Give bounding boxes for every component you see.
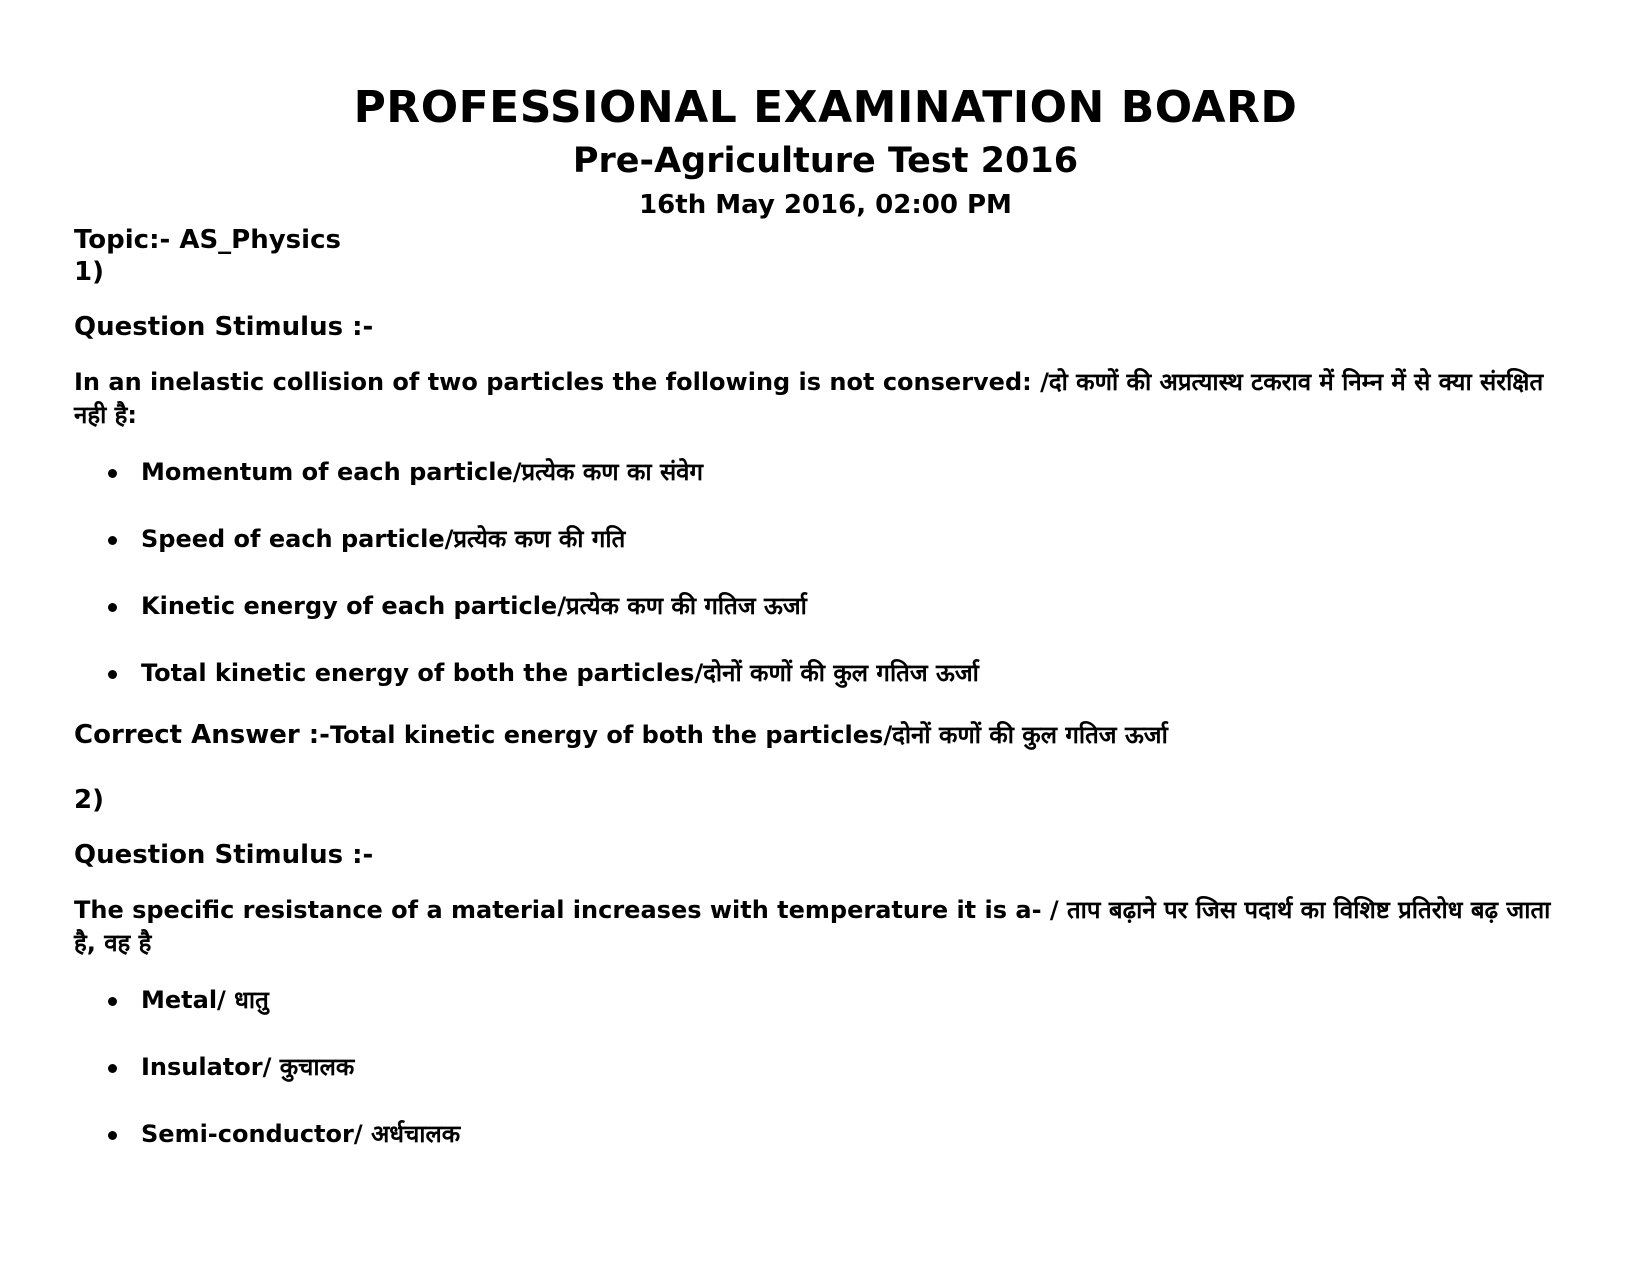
test-datetime: 16th May 2016, 02:00 PM (639, 190, 1012, 220)
option-item (74, 1051, 1574, 1084)
test-name: Pre-Agriculture Test 2016 (572, 141, 1079, 181)
question-2 (74, 784, 1574, 1151)
option-text: Total kinetic energy of both the particles/दोनों कणों की कुल गतिज ऊर्जा (141, 659, 979, 687)
topic-label: Topic:- AS_Physics (74, 225, 341, 255)
option-item (74, 590, 1574, 623)
option-item (74, 657, 1574, 690)
bullet-icon (108, 997, 117, 1006)
option-text: Semi-conductor/ अर्धचालक (141, 1120, 461, 1148)
stimulus-label: Question Stimulus :- (74, 312, 374, 342)
option-text: Momentum of each particle/प्रत्येक कण का संवेग (141, 458, 704, 486)
bullet-icon (108, 670, 117, 679)
bullet-icon (108, 469, 117, 478)
option-text: Kinetic energy of each particle/प्रत्येक कण की गतिज ऊर्जा (141, 592, 807, 620)
answer-text: Total kinetic energy of both the particles/दोनों कणों की कुल गतिज ऊर्जा (329, 721, 1168, 749)
question-number: 2) (74, 785, 104, 815)
stimulus-text: In an inelastic collision of two particles the following is not conserved: /दो कणों की अप्रत्यास्थ टकराव में निम्न में से क्या संरक्षित नही है: (74, 368, 1544, 429)
question-content (74, 224, 1574, 1185)
option-text: Speed of each particle/प्रत्येक कण की गति (141, 525, 626, 553)
option-list (74, 984, 1574, 1151)
option-list (74, 456, 1574, 690)
bullet-icon (108, 1064, 117, 1073)
bullet-icon (108, 603, 117, 612)
stimulus-label: Question Stimulus :- (74, 840, 374, 870)
bullet-icon (108, 1131, 117, 1140)
board-title: PROFESSIONAL EXAMINATION BOARD (353, 82, 1298, 133)
stimulus-text: The specific resistance of a material increases with temperature it is a- / ताप बढ़ाने पर जिस पदार्थ का विशिष्ट प्रतिरोध बढ़ जाता है, वह है (74, 896, 1551, 957)
bullet-icon (108, 536, 117, 545)
answer-label: Correct Answer :- (74, 720, 330, 750)
question-number: 1) (74, 257, 104, 287)
option-item (74, 1118, 1574, 1151)
option-item (74, 456, 1574, 489)
question-1 (74, 256, 1574, 752)
option-text: Insulator/ कुचालक (141, 1053, 355, 1081)
option-item (74, 523, 1574, 556)
option-text: Metal/ धातु (141, 986, 269, 1014)
correct-answer (74, 718, 1574, 752)
option-item (74, 984, 1574, 1017)
